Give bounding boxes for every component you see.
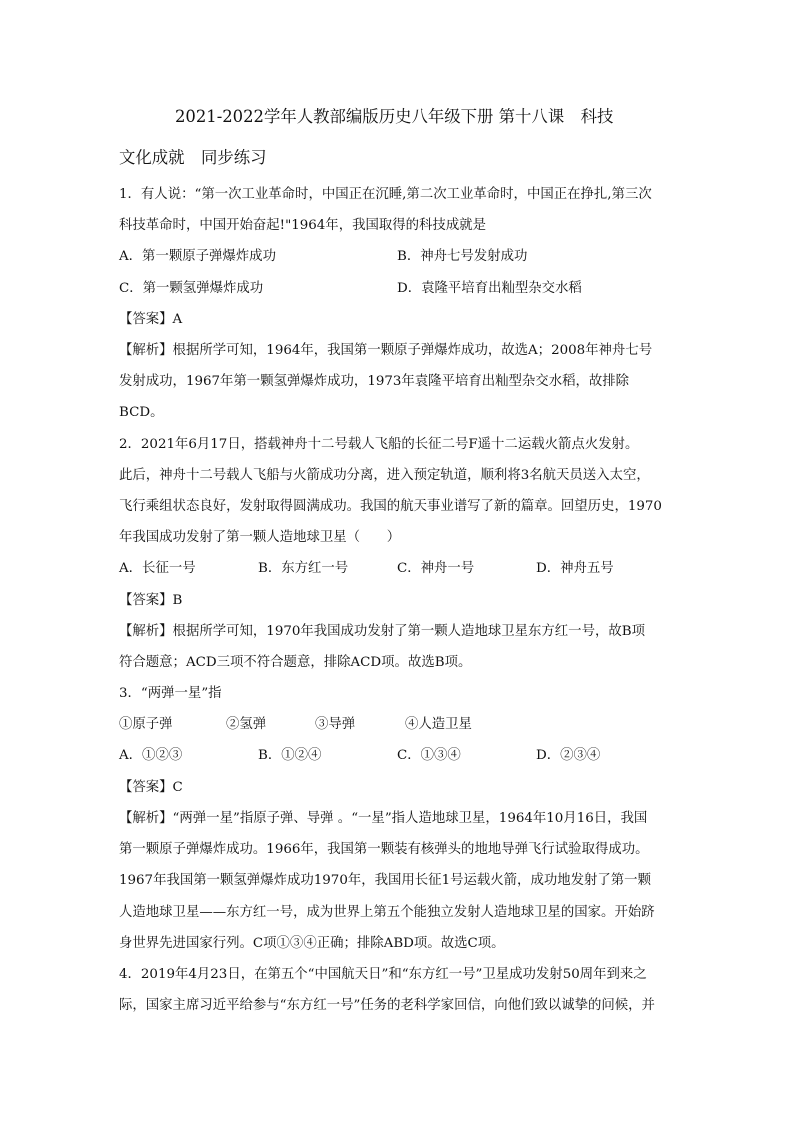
q1-stem-line-1: 1．有人说：“第一次工业革命时，中国正在沉睡,第二次工业革命时，中国正在挣扎,第三次	[119, 187, 652, 202]
q2-option-a: A．长征一号	[119, 561, 196, 576]
q3-explanation-line-5: 身世界先进国家行列。C项①③④正确；排除ABD项。故选C项。	[119, 936, 505, 951]
q1-explanation-line-3: BCD。	[119, 405, 164, 420]
q1-option-c: C．第一颗氢弹爆炸成功	[119, 281, 264, 296]
q3-answer: 【答案】C	[119, 780, 183, 795]
q4-stem-line-2: 际，国家主席习近平给参与“东方红一号”任务的老科学家回信，向他们致以诚挚的问候，并	[119, 998, 655, 1013]
q3-explanation-line-3: 1967年我国第一颗氢弹爆炸成功1970年，我国用长征1号运载火箭，成功地发射了第一颗	[119, 873, 651, 888]
q1-option-d: D．袁隆平培育出籼型杂交水稻	[397, 281, 582, 296]
q1-explanation-line-1: 【解析】根据所学可知，1964年，我国第一颗原子弹爆炸成功，故选A；2008年神舟七号	[119, 343, 653, 358]
q1-answer: 【答案】A	[119, 312, 183, 327]
document-title-line-2: 文化成就 同步练习	[119, 148, 267, 167]
q3-explanation-line-1: 【解析】“两弹一星”指原子弹、导弹 。“一星”指人造地球卫星，1964年10月16日，我国	[119, 811, 648, 826]
q1-explanation-line-2: 发射成功，1967年第一颗氢弹爆炸成功，1973年袁隆平培育出籼型杂交水稻，故排除	[119, 374, 630, 389]
q2-option-d: D．神舟五号	[536, 561, 614, 576]
q1-option-b: B．神舟七号发射成功	[397, 249, 528, 264]
q3-option-c: C．①③④	[397, 748, 461, 763]
q3-item-1: ①原子弹	[119, 717, 173, 732]
q1-option-a: A．第一颗原子弹爆炸成功	[119, 249, 276, 264]
q2-answer: 【答案】B	[119, 593, 183, 608]
q3-explanation-line-2: 第一颗原子弹爆炸成功。1966年，我国第一颗装有核弹头的地地导弹飞行试验取得成功。	[119, 842, 649, 857]
q3-item-3: ③导弹	[315, 717, 356, 732]
q3-item-4: ④人造卫星	[405, 717, 472, 732]
q2-stem-line-4: 年我国成功发射了第一颗人造地球卫星（ ）	[119, 530, 401, 545]
q2-explanation-line-1: 【解析】根据所学可知，1970年我国成功发射了第一颗人造地球卫星东方红一号，故B项	[119, 624, 645, 639]
q1-stem-line-2: 科技革命时，中国开始奋起!"1964年，我国取得的科技成就是	[119, 218, 486, 233]
q3-option-b: B．①②④	[258, 748, 322, 763]
q2-stem-line-2: 此后，神舟十二号载人飞船与火箭成功分离，进入预定轨道，顺利将3名航天员送入太空，	[119, 468, 650, 483]
q3-explanation-line-4: 人造地球卫星——东方红一号，成为世界上第五个能独立发射人造地球卫星的国家。开始跻	[119, 905, 655, 920]
q2-option-b: B．东方红一号	[258, 561, 349, 576]
q4-stem-line-1: 4．2019年4月23日，在第五个“中国航天日”和“东方红一号”卫星成功发射50周年到来之	[119, 967, 647, 982]
q2-stem-line-3: 飞行乘组状态良好，发射取得圆满成功。我国的航天事业谱写了新的篇章。回望历史，1970	[119, 499, 662, 514]
q2-explanation-line-2: 符合题意；ACD三项不符合题意，排除ACD项。故选B项。	[119, 655, 472, 670]
document-title-line-1: 2021-2022学年人教部编版历史八年级下册 第十八课 科技	[175, 107, 614, 126]
q2-option-c: C．神舟一号	[397, 561, 475, 576]
q3-item-2: ②氢弹	[226, 717, 267, 732]
q3-stem: 3．“两弹一星”指	[119, 686, 222, 701]
q3-option-d: D．②③④	[536, 748, 601, 763]
q3-option-a: A．①②③	[119, 748, 183, 763]
q2-stem-line-1: 2．2021年6月17日，搭载神舟十二号载人飞船的长征二号F遥十二运载火箭点火发射。	[119, 437, 639, 452]
